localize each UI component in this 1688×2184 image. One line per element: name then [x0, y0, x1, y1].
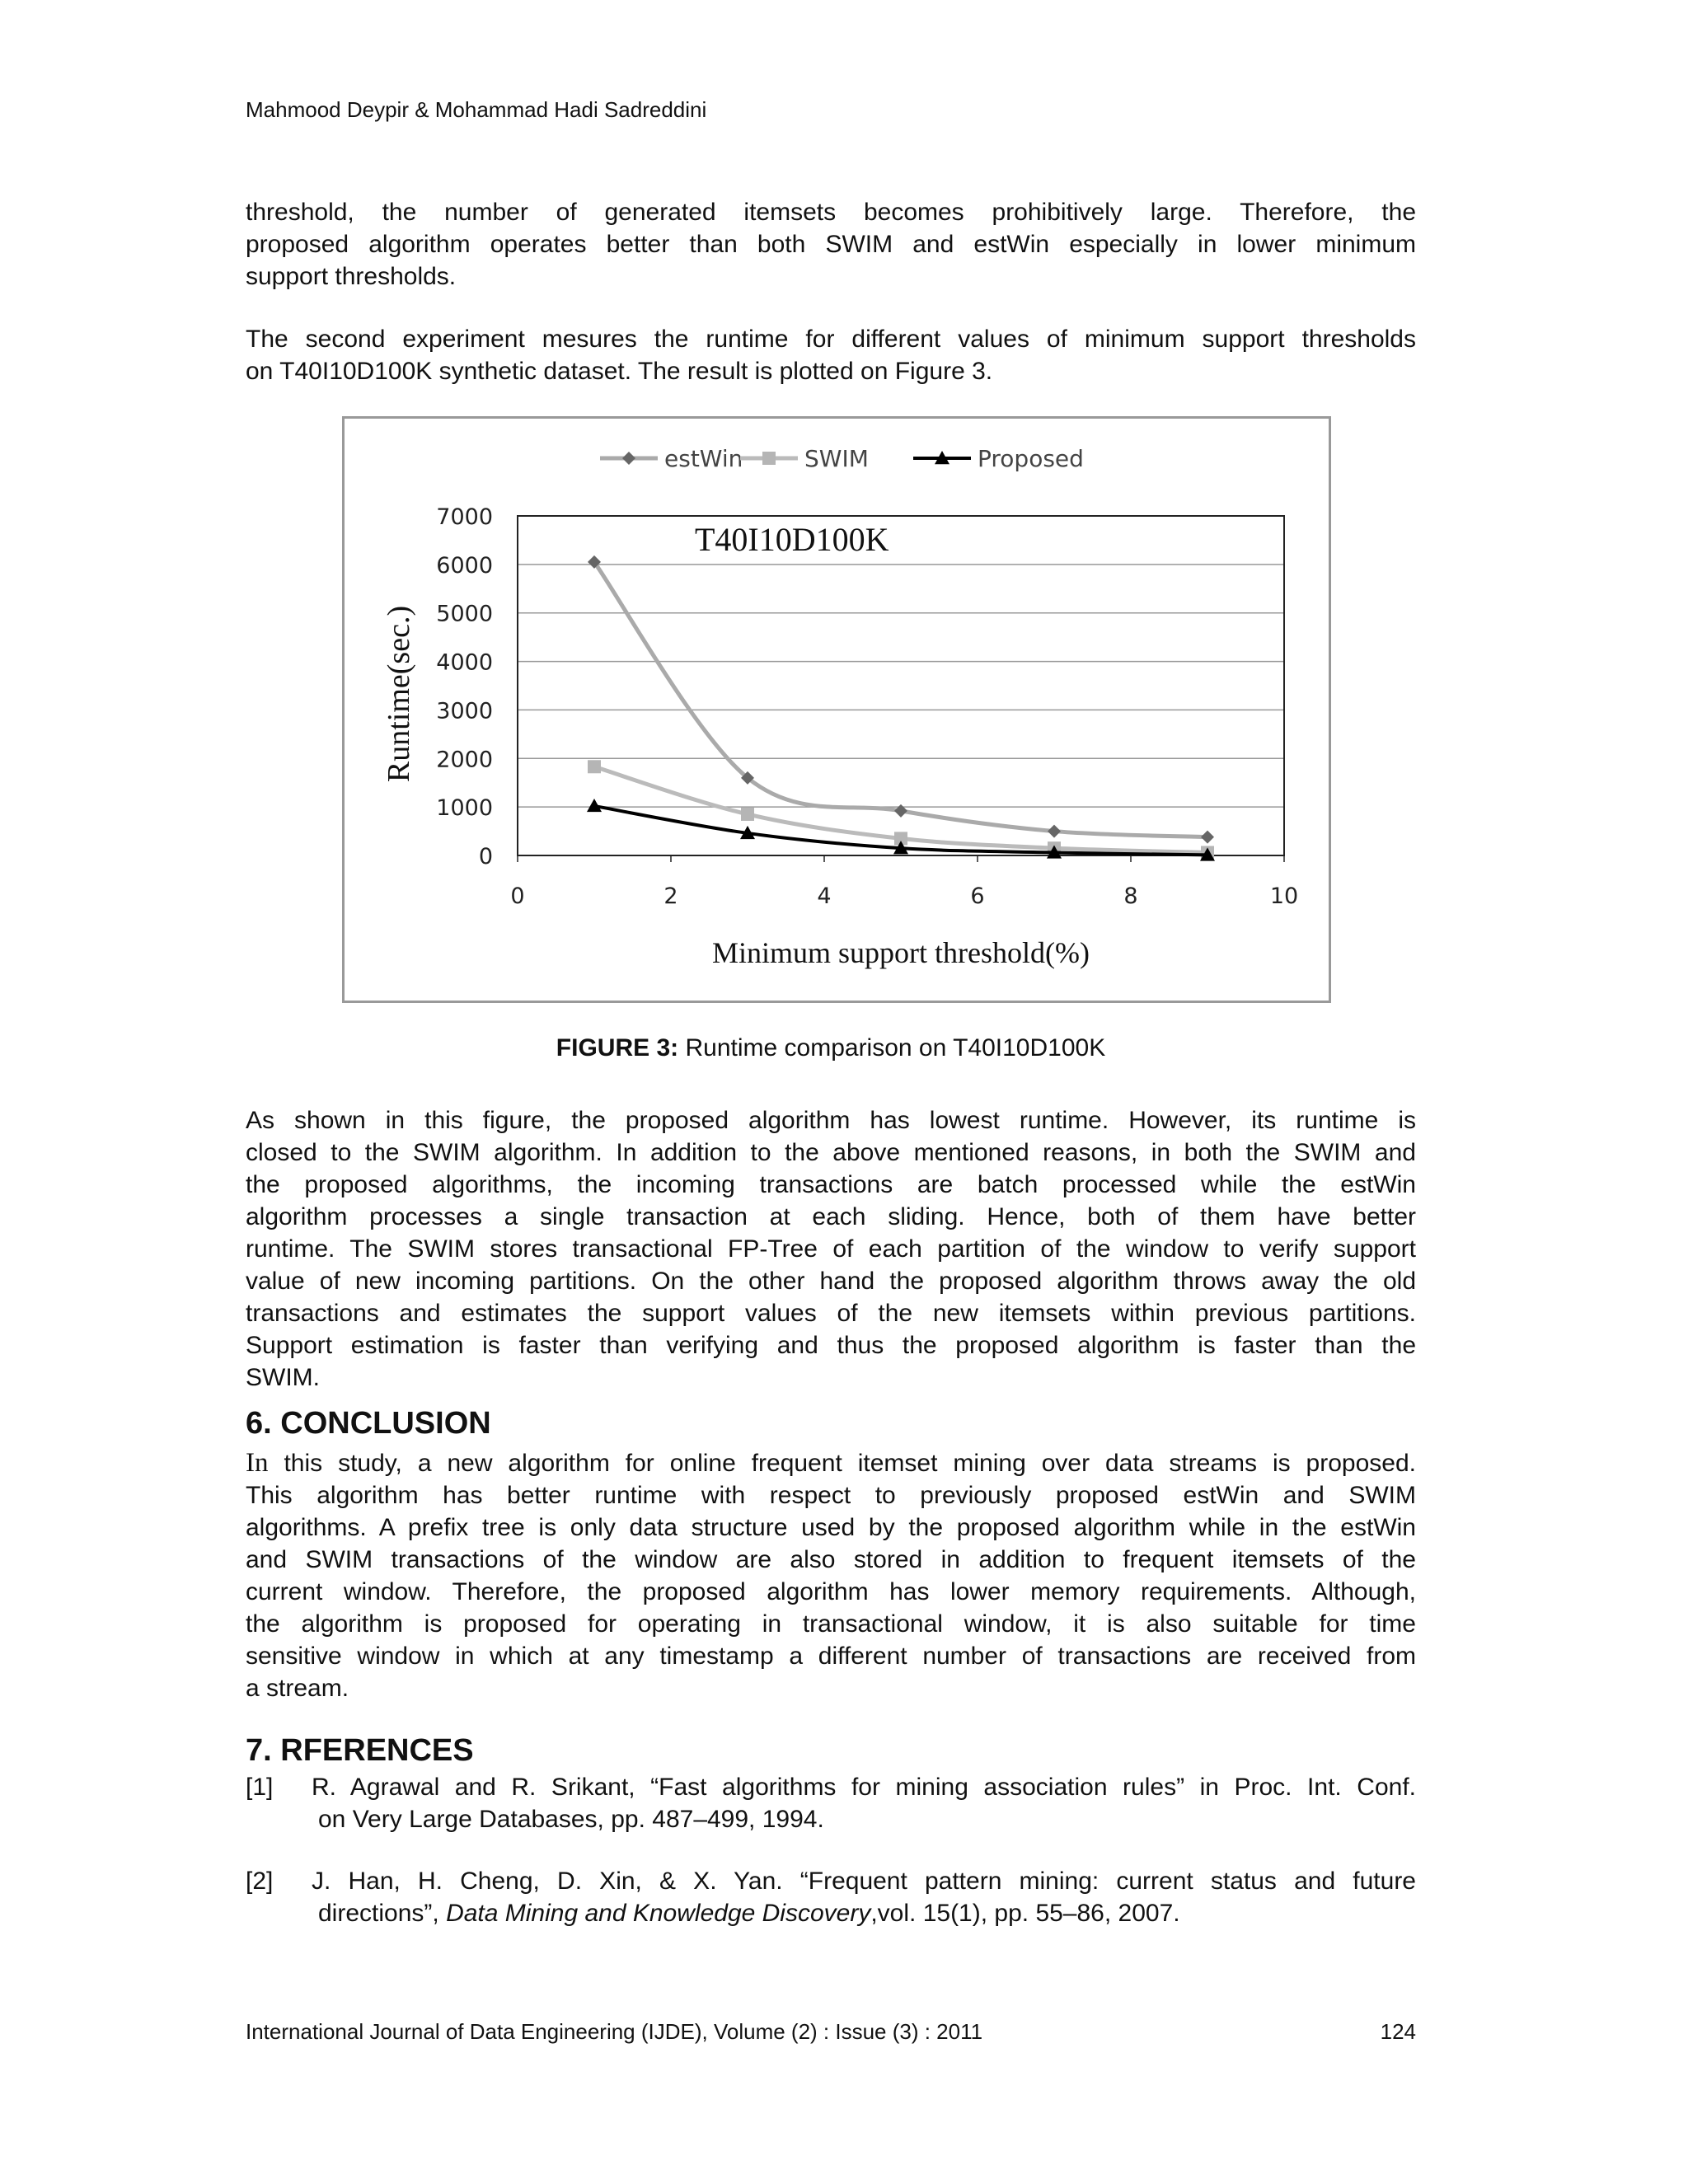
text-line: value of new incoming partitions. On the other hand the proposed algorithm throws away the old	[246, 1268, 1416, 1295]
reference-number: [1]	[246, 1774, 274, 1801]
y-tick-label: 7000	[436, 504, 493, 530]
y-tick-label: 1000	[436, 795, 493, 822]
journal-citation: International Journal of Data Engineering (IJDE), Volume (2) : Issue (3) : 2011	[246, 2019, 983, 2044]
conclusion-heading: 6. CONCLUSION	[246, 1406, 491, 1441]
text-line: Support estimation is faster than verifying and thus the proposed algorithm is faster than the	[246, 1332, 1416, 1359]
figure-caption	[246, 1034, 1416, 1062]
references-heading: 7. RFERENCES	[246, 1733, 474, 1768]
x-tick-label: 10	[1269, 883, 1299, 909]
text-line: This algorithm has better runtime with respect to previously proposed estWin and SWIM	[246, 1482, 1416, 1509]
x-tick-label: 8	[1123, 883, 1138, 909]
text-line: threshold, the number of generated itemsets becomes prohibitively large. Therefore, the	[246, 199, 1416, 226]
caption-text: Runtime comparison on T40I10D100K	[678, 1034, 1106, 1062]
text-line: the proposed algorithms, the incoming transactions are batch processed while the estWin	[246, 1171, 1416, 1198]
data-point-proposed	[587, 799, 602, 812]
legend-marker	[762, 452, 776, 465]
text-line: algorithm processes a single transaction at each sliding. Hence, both of them have better	[246, 1203, 1416, 1230]
data-point-swim	[741, 808, 754, 821]
text-line: The second experiment mesures the runtime for different values of minimum support thresholds	[246, 326, 1416, 353]
reference-line	[312, 1897, 1416, 1929]
text-line: sensitive window in which at any timestamp a different number of transactions are received from	[246, 1643, 1416, 1670]
page-footer	[246, 2019, 1416, 2045]
reference-line: J. Han, H. Cheng, D. Xin, & X. Yan. “Frequent pattern mining: current status and future	[312, 1868, 1416, 1895]
text-line: SWIM.	[246, 1364, 320, 1391]
running-header: Mahmood Deypir & Mohammad Hadi Sadreddini	[246, 97, 707, 122]
reference-number: [2]	[246, 1868, 274, 1895]
text-line: runtime. The SWIM stores transactional FP-Tree of each partition of the window to verify support	[246, 1235, 1416, 1263]
runtime-chart	[345, 419, 1329, 1001]
journal-title: Data Mining and Knowledge Discovery	[446, 1900, 871, 1927]
paragraph-2	[246, 323, 1416, 387]
reference-body	[312, 1771, 1416, 1835]
text-line: algorithms. A prefix tree is only data structure used by the proposed algorithm while in the estWin	[246, 1514, 1416, 1541]
text-line: on T40I10D100K synthetic dataset. The result is plotted on Figure 3.	[246, 358, 993, 385]
reference-body	[312, 1865, 1416, 1929]
y-tick-label: 4000	[436, 649, 493, 676]
legend-marker	[622, 452, 635, 465]
y-tick-label: 6000	[436, 552, 493, 579]
y-tick-label: 0	[478, 844, 493, 869]
text-line: the algorithm is proposed for operating in transactional window, it is also suitable for time	[246, 1610, 1416, 1638]
x-tick-label: 6	[970, 883, 985, 909]
caption-label: FIGURE 3:	[556, 1034, 679, 1062]
legend-label: estWin	[664, 445, 743, 472]
data-point-estwin	[1201, 831, 1214, 844]
reference-2	[246, 1865, 1416, 1931]
chart-title: T40I10D100K	[695, 521, 889, 558]
legend-label: SWIM	[804, 445, 869, 472]
paragraph-3	[246, 1104, 1416, 1394]
y-tick-label: 2000	[436, 747, 493, 773]
reference-1	[246, 1771, 1416, 1837]
x-tick-label: 2	[663, 883, 678, 909]
text-line: As shown in this figure, the proposed algorithm has lowest runtime. However, its runtime is	[246, 1107, 1416, 1134]
figure-3-frame	[342, 416, 1331, 1003]
text-line: and SWIM transactions of the window are also stored in addition to frequent itemsets of the	[246, 1546, 1416, 1573]
page-number: 124	[1380, 2019, 1416, 2044]
y-tick-label: 3000	[436, 698, 493, 724]
reference-line: R. Agrawal and R. Srikant, “Fast algorithms for mining association rules” in Proc. Int. Conf.	[312, 1774, 1416, 1801]
first-word: In	[246, 1448, 269, 1478]
legend-label: Proposed	[978, 445, 1084, 472]
text-line: transactions and estimates the support values of the new itemsets within previous partitions.	[246, 1300, 1416, 1327]
paragraph-1	[246, 196, 1416, 293]
reference-text: ,vol. 15(1), pp. 55–86, 2007.	[870, 1900, 1180, 1927]
text-line: current window. Therefore, the proposed algorithm has lower memory requirements. Although,	[246, 1578, 1416, 1605]
x-tick-label: 0	[510, 883, 525, 909]
reference-text: directions”,	[318, 1900, 447, 1927]
x-axis-label: Minimum support threshold(%)	[712, 936, 1090, 969]
x-tick-label: 4	[817, 883, 832, 909]
data-point-swim	[588, 760, 601, 773]
conclusion-paragraph	[246, 1447, 1416, 1704]
text-line	[246, 1447, 1416, 1479]
data-point-estwin	[894, 804, 907, 818]
text-line: closed to the SWIM algorithm. In addition to the above mentioned reasons, in both the SWIM and	[246, 1139, 1416, 1166]
y-tick-label: 5000	[436, 601, 493, 627]
text-line: support thresholds.	[246, 263, 457, 290]
data-point-estwin	[1048, 825, 1061, 838]
line-rest: this study, a new algorithm for online frequent itemset mining over data streams is proposed.	[268, 1450, 1416, 1477]
reference-line: on Very Large Databases, pp. 487–499, 1994.	[318, 1806, 824, 1833]
y-axis-label: Runtime(sec.)	[382, 605, 416, 783]
text-line: a stream.	[246, 1675, 349, 1702]
text-line: proposed algorithm operates better than both SWIM and estWin especially in lower minimum	[246, 231, 1416, 258]
